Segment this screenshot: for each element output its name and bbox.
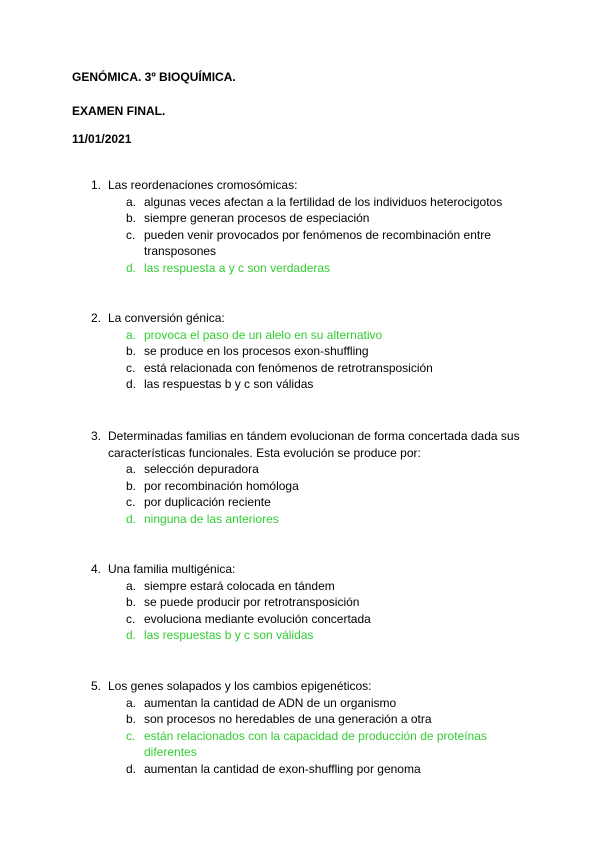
- question-text: Las reordenaciones cromosómicas:: [108, 178, 298, 192]
- option-c: c. están relacionados con la capacidad de producción de proteínas diferentes: [126, 728, 487, 759]
- option-list: [91, 578, 536, 644]
- question-text: Los genes solapados y los cambios epigenéticos:: [108, 679, 372, 693]
- question-text: Determinadas familias en tándem evolucionan de forma concertada dada sus características funcionales. Esta evolución se produce por:: [108, 429, 520, 460]
- question-5: [91, 678, 536, 777]
- option-list: [91, 695, 536, 778]
- exam-title: EXAMEN FINAL.: [72, 104, 166, 118]
- option-a: a. aumentan la cantidad de ADN de un organismo: [126, 695, 397, 710]
- option-d: d. las respuestas b y c son válidas: [126, 377, 314, 391]
- option-d: d. las respuestas b y c son válidas: [126, 628, 314, 642]
- question-number: 3.: [91, 429, 102, 443]
- option-list: [91, 327, 536, 393]
- option-b: b. por recombinación homóloga: [126, 478, 299, 493]
- question-number: 1.: [91, 178, 102, 192]
- option-b: b. se puede producir por retrotransposición: [126, 595, 360, 609]
- option-a: a. selección depuradora: [126, 462, 259, 476]
- subject-title: GENÓMICA. 3º BIOQUÍMICA.: [72, 70, 236, 84]
- option-a: a. siempre estará colocada en tándem: [126, 578, 335, 593]
- option-c: c. pueden venir provocados por fenómenos de recombinación entre transposones: [126, 227, 491, 258]
- question-number: 5.: [91, 679, 102, 693]
- option-b: b. siempre generan procesos de especiación: [126, 211, 370, 225]
- question-number: 4.: [91, 562, 102, 576]
- option-c: c. evoluciona mediante evolución concertada: [126, 611, 371, 626]
- option-b: b. se produce en los procesos exon-shuffling: [126, 344, 369, 358]
- question-text: La conversión génica:: [108, 311, 225, 325]
- option-d: d. las respuesta a y c son verdaderas: [126, 260, 331, 275]
- question-text: Una familia multigénica:: [108, 562, 236, 576]
- question-4: [91, 561, 536, 644]
- option-list: [91, 194, 536, 277]
- question-3: [91, 428, 536, 527]
- question-2: [91, 310, 536, 393]
- option-a: a. provoca el paso de un alelo en su alternativo: [126, 327, 383, 342]
- option-d: d. ninguna de las anteriores: [126, 511, 279, 526]
- option-c: c. está relacionada con fenómenos de retrotransposición: [126, 360, 433, 375]
- question-number: 2.: [91, 311, 102, 325]
- option-list: [91, 461, 536, 527]
- question-1: [91, 177, 536, 276]
- option-d: d. aumentan la cantidad de exon-shuffling por genoma: [126, 761, 421, 776]
- option-c: c. por duplicación reciente: [126, 495, 271, 509]
- exam-date: 11/01/2021: [72, 132, 132, 146]
- option-a: a. algunas veces afectan a la fertilidad de los individuos heterocigotos: [126, 194, 503, 209]
- option-b: b. son procesos no heredables de una generación a otra: [126, 712, 432, 726]
